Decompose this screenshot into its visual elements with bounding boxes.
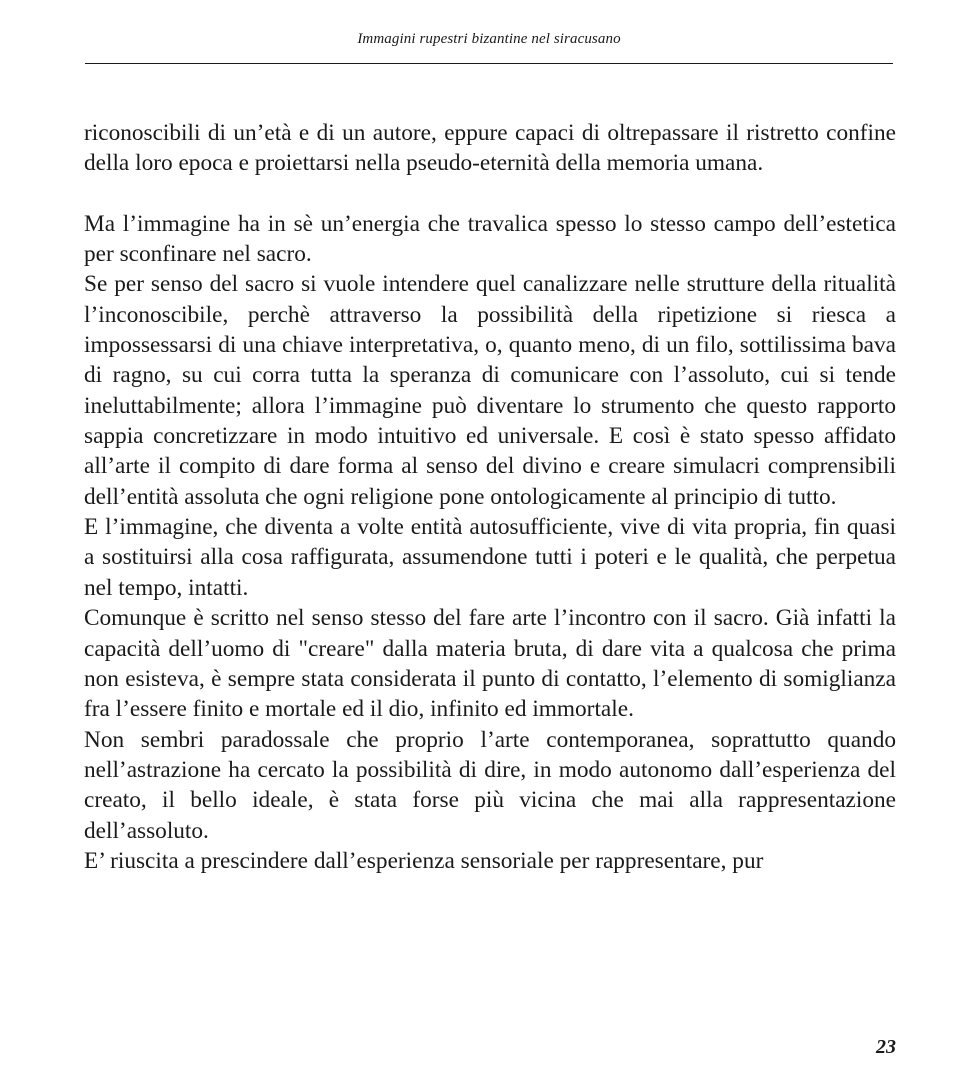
running-header: Immagini rupestri bizantine nel siracusano (357, 31, 621, 47)
paragraph: Ma l’immagine ha in sè un’energia che travalica spesso lo stesso campo dell’estetica per sconfinare nel sacro. (84, 210, 896, 268)
paragraph: E’ riuscita a prescindere dall’esperienza sensoriale per rappresentare, pur (84, 847, 764, 874)
body-text (84, 118, 896, 876)
page-number: 23 (876, 1036, 896, 1058)
paragraph: Comunque è scritto nel senso stesso del fare arte l’incontro con il sacro. Già infatti la capacità dell’uomo di "creare" dalla materia bruta, di dare vita a qualcosa che prima non esisteva, è sempre stata considerata il punto di contatto, l’elemento di somiglianza fra l’essere finito e mortale ed il dio, infinito ed immortale. (84, 605, 896, 723)
paragraph: E l’immagine, che diventa a volte entità autosufficiente, vive di vita propria, fin quasi a sostituirsi alla cosa raffigurata, assumendone tutti i poteri e le qualità, che perpetua nel tempo, intatti. (84, 514, 896, 601)
paragraph: Non sembri paradossale che proprio l’arte contemporanea, soprattutto quando nell’astrazione ha cercato la possibilità di dire, in modo autonomo dall’esperienza del creato, il bello ideale, è stata forse più vicina che mai alla rappresentazione dell’assoluto. (84, 726, 896, 844)
paragraph: Se per senso del sacro si vuole intendere quel canalizzare nelle strutture della ritualità l’inconoscibile, perchè attraverso la possibilità della ripetizione si riesca a impossessarsi di una chiave interpretativa, o, quanto meno, di un filo, sottilissima bava di ragno, su cui corra tutta la speranza di comunicare con l’assoluto, cui si tende ineluttabilmente; allora l’immagine può diventare lo strumento che questo rapporto sappia concretizzare in modo intuitivo ed universale. E così è stato spesso affidato all’arte il compito di dare forma al senso del divino e creare simulacri comprensibili dell’entità assoluta che ogni religione pone ontologicamente al principio di tutto. (84, 271, 896, 510)
header-rule (85, 63, 893, 64)
paragraph: riconoscibili di un’età e di un autore, eppure capaci di oltrepassare il ristretto confine della loro epoca e proiettarsi nella pseudo-eternità della memoria umana. (84, 120, 896, 177)
